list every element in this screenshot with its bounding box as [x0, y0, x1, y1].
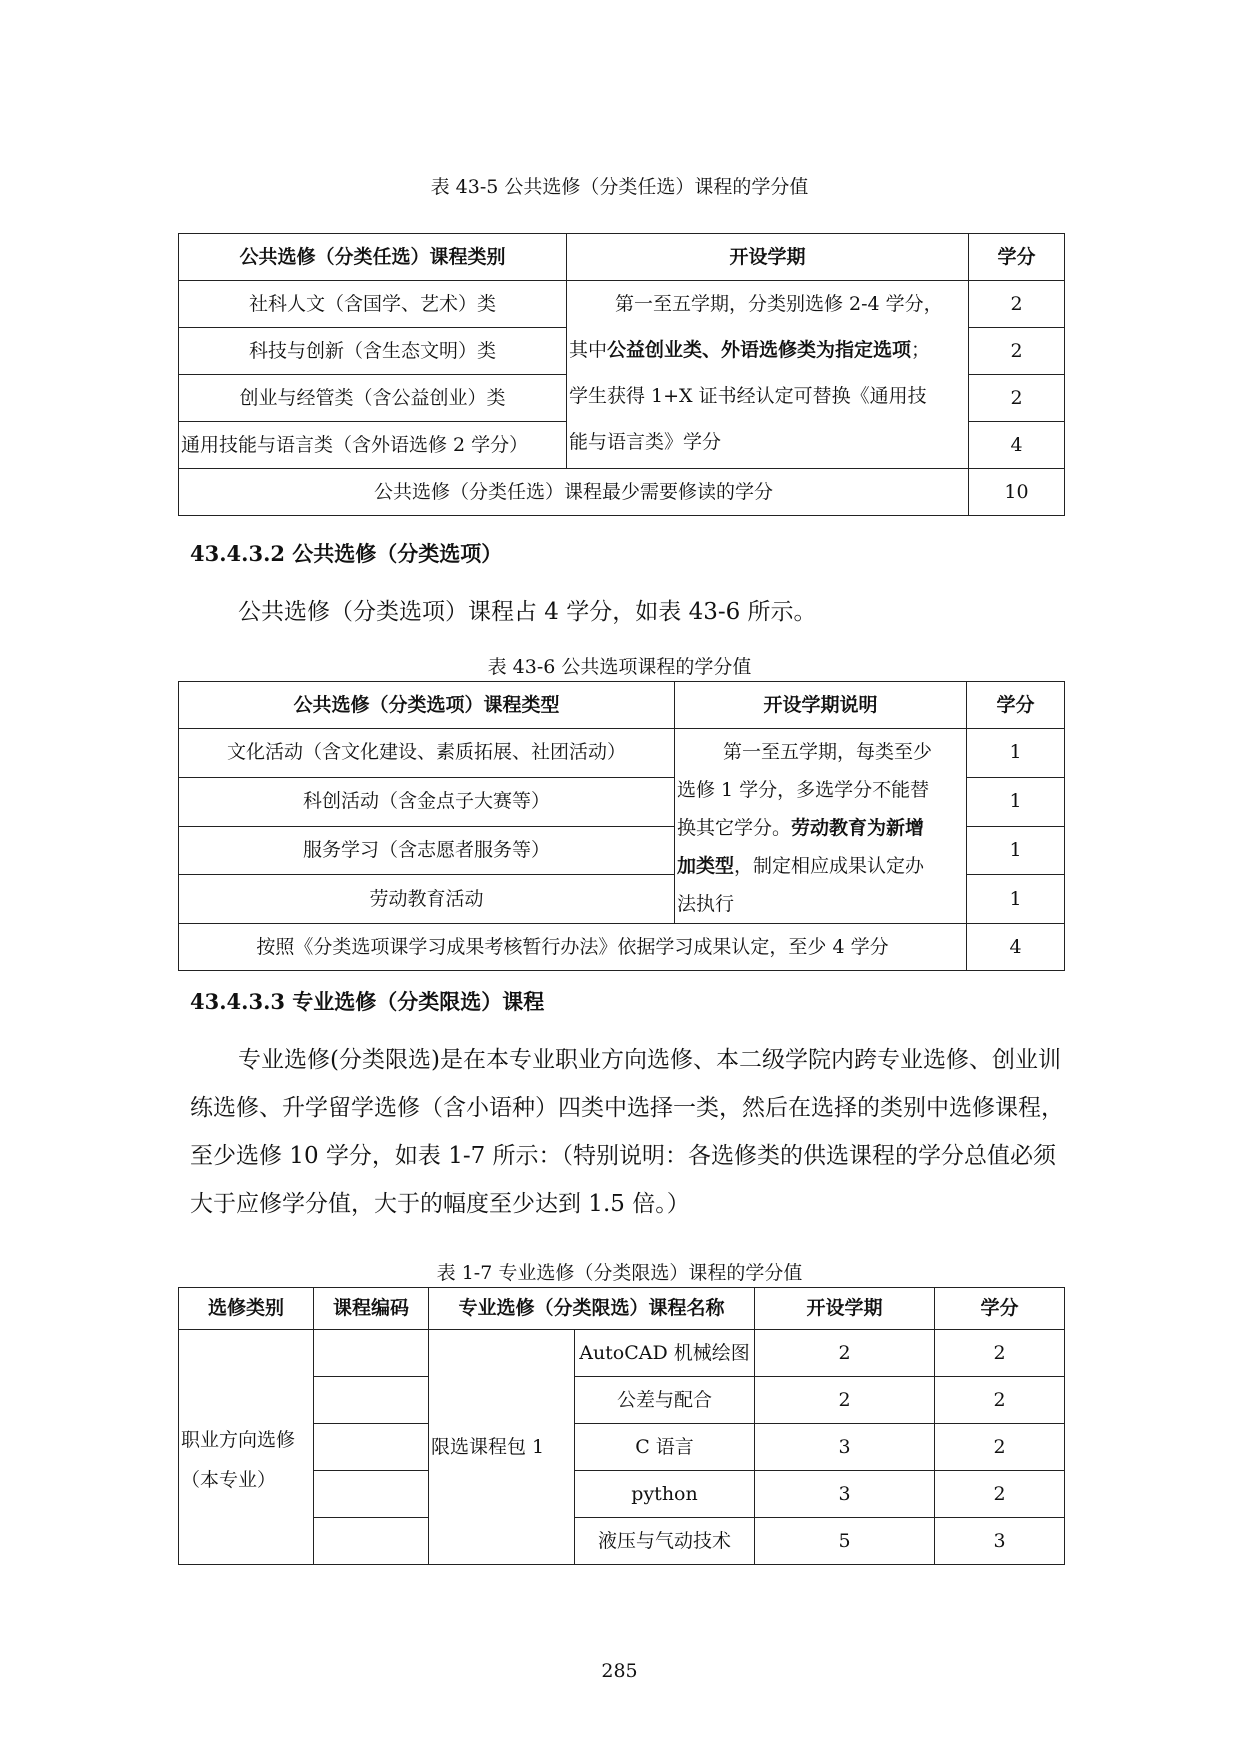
table2-desc-line5: 法执行 — [677, 893, 735, 915]
table1-row-category: 社科人文（含国学、艺术）类 — [179, 281, 567, 328]
table2-desc-line4 — [677, 847, 964, 885]
table2-total-value: 4 — [967, 924, 1065, 971]
table1-row-credit: 4 — [969, 422, 1065, 469]
table1-row-credit: 2 — [969, 328, 1065, 375]
table2-row-credit: 1 — [967, 777, 1065, 826]
table2-desc-line4-post: ，制定相应成果认定办 — [734, 855, 925, 877]
page-number: 285 — [601, 1660, 638, 1682]
table1-desc-line1: 第一至五学期，分类别选修 2-4 学分， — [615, 293, 943, 315]
section2-paragraph: 公共选修（分类选项）课程占 4 学分，如表 43-6 所示。 — [238, 599, 817, 625]
table3-row-semester: 3 — [755, 1424, 935, 1471]
section3-heading: 43.4.3.3 专业选修（分类限选）课程 — [190, 989, 545, 1014]
table2-row-category: 劳动教育活动 — [179, 875, 675, 924]
table3-category-line1: 职业方向选修 — [181, 1429, 296, 1451]
table2-row-credit: 1 — [967, 826, 1065, 875]
table3-row-credit: 2 — [935, 1471, 1065, 1518]
table2-header-semester: 开设学期说明 — [675, 682, 967, 729]
table3-header-name: 专业选修（分类限选）课程名称 — [429, 1288, 755, 1330]
table1-row-credit: 2 — [969, 375, 1065, 422]
table3-row-semester: 2 — [755, 1377, 935, 1424]
table3-row-semester: 2 — [755, 1330, 935, 1377]
table2-header-credit: 学分 — [967, 682, 1065, 729]
table3-row-code — [314, 1377, 429, 1424]
section2-heading: 43.4.3.2 公共选修（分类选项） — [190, 541, 503, 566]
table2-row-credit: 1 — [967, 875, 1065, 924]
table3-row-name: python — [575, 1471, 755, 1518]
table2-desc-line1: 第一至五学期，每类至少 — [723, 741, 933, 763]
table1-desc-line3: 学生获得 1+X 证书经认定可替换《通用技 — [569, 385, 927, 407]
table1-desc-line4: 能与语言类》学分 — [569, 431, 722, 453]
table3-header-code: 课程编码 — [314, 1288, 429, 1330]
table2-row-category: 文化活动（含文化建设、素质拓展、社团活动） — [179, 729, 675, 778]
table3-header-credit: 学分 — [935, 1288, 1065, 1330]
table2-desc-line3 — [677, 809, 964, 847]
table1-header-credit: 学分 — [969, 234, 1065, 281]
table3-category-line2: （本专业） — [181, 1469, 277, 1491]
table3-row-semester: 3 — [755, 1471, 935, 1518]
table3-row-credit: 3 — [935, 1518, 1065, 1565]
table1-desc-line2-bold: 公益创业类、外语选修类为指定选项 — [607, 339, 912, 361]
section3-paragraph: 专业选修(分类限选)是在本专业职业方向选修、本二级学院内跨专业选修、创业训练选修、升学留学选修（含小语种）四类中选择一类，然后在选择的类别中选修课程，至少选修 10 学分，如表 1-7 所示：（特别说明：各选修类的供选课程的学分总值必须大于应修学分值，大于的幅度至少达到 1.5 倍。） — [190, 1047, 1064, 1217]
table1-row-credit: 2 — [969, 281, 1065, 328]
table3-row-credit: 2 — [935, 1377, 1065, 1424]
table3-header-semester: 开设学期 — [755, 1288, 935, 1330]
table2-total-label: 按照《分类选项课学习成果考核暂行办法》依据学习成果认定，至少 4 学分 — [179, 924, 967, 971]
table3-row-name: 公差与配合 — [575, 1377, 755, 1424]
table1-total-label: 公共选修（分类任选）课程最少需要修读的学分 — [179, 469, 969, 516]
table3-row-credit: 2 — [935, 1330, 1065, 1377]
table1-total-value: 10 — [969, 469, 1065, 516]
table3-header-category: 选修类别 — [179, 1288, 314, 1330]
table1-semester-desc — [567, 281, 969, 469]
table3-row-name: C 语言 — [575, 1424, 755, 1471]
table1-header-category: 公共选修（分类任选）课程类别 — [179, 234, 567, 281]
table3 — [178, 1287, 1065, 1565]
table3-row-credit: 2 — [935, 1424, 1065, 1471]
table2-row-category: 服务学习（含志愿者服务等） — [179, 826, 675, 875]
table1 — [178, 233, 1065, 516]
table3-row-name: 液压与气动技术 — [575, 1518, 755, 1565]
table3-row-semester: 5 — [755, 1518, 935, 1565]
table1-row-category: 通用技能与语言类（含外语选修 2 学分） — [179, 422, 567, 469]
table1-header-semester: 开设学期 — [567, 234, 969, 281]
table2-desc-line2: 选修 1 学分，多选学分不能替 — [677, 779, 930, 801]
table2-desc-line3-bold: 劳动教育为新增 — [791, 817, 925, 839]
table1-row-category: 科技与创新（含生态文明）类 — [179, 328, 567, 375]
table2-row-credit: 1 — [967, 729, 1065, 778]
table1-desc-line2-post: ； — [911, 339, 931, 361]
table2-desc-line3-pre: 换其它学分。 — [677, 817, 792, 839]
table1-row-category: 创业与经管类（含公益创业）类 — [179, 375, 567, 422]
table2-caption: 表 43-6 公共选项课程的学分值 — [487, 656, 752, 678]
table1-caption: 表 43-5 公共选修（分类任选）课程的学分值 — [430, 176, 809, 198]
table3-row-name: AutoCAD 机械绘图 — [575, 1330, 755, 1377]
table1-desc-line2 — [569, 327, 966, 373]
table2-row-category: 科创活动（含金点子大赛等） — [179, 777, 675, 826]
table3-row-code — [314, 1330, 429, 1377]
table3-category-cell — [179, 1330, 314, 1565]
table3-row-code — [314, 1518, 429, 1565]
table3-row-code — [314, 1471, 429, 1518]
table2 — [178, 681, 1065, 971]
table1-desc-line2-pre: 其中 — [569, 339, 608, 361]
table3-caption: 表 1-7 专业选修（分类限选）课程的学分值 — [436, 1262, 803, 1284]
table3-row-code — [314, 1424, 429, 1471]
table2-semester-desc — [675, 729, 967, 924]
table2-desc-line4-bold: 加类型 — [677, 855, 735, 877]
table2-header-category: 公共选修（分类选项）课程类型 — [179, 682, 675, 729]
table3-package: 限选课程包 1 — [429, 1330, 575, 1565]
